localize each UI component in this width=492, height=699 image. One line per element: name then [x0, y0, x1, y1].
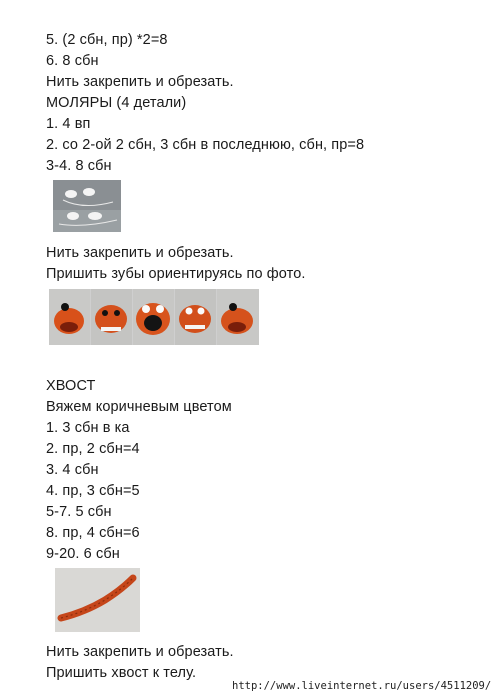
step-line: 6. 8 сбн — [46, 53, 99, 69]
source-url: http://www.liveinternet.ru/users/4511209/ — [232, 680, 492, 692]
section-title-tail: ХВОСТ — [46, 378, 96, 394]
step-line: 3. 4 сбн — [46, 462, 99, 478]
step-line: 5-7. 5 сбн — [46, 504, 112, 520]
molars-photo-drawing — [53, 180, 121, 232]
instruction-line: Пришить хвост к телу. — [46, 665, 197, 681]
instruction-line: Нить закрепить и обрезать. — [46, 644, 234, 660]
step-line: 1. 3 сбн в ка — [46, 420, 130, 436]
molars-photo — [53, 180, 121, 232]
toy-photo-strip — [49, 289, 259, 345]
section-subtitle: Вяжем коричневым цветом — [46, 399, 232, 415]
step-line: 2. пр, 2 сбн=4 — [46, 441, 140, 457]
instruction-line: Нить закрепить и обрезать. — [46, 245, 234, 261]
step-line: 4. пр, 3 сбн=5 — [46, 483, 140, 499]
step-line: 3-4. 8 сбн — [46, 158, 112, 174]
instruction-line: Пришить зубы ориентируясь по фото. — [46, 266, 306, 282]
step-line: 9-20. 6 сбн — [46, 546, 120, 562]
toy-photo-strip-drawing — [49, 289, 259, 345]
step-line: 1. 4 вп — [46, 116, 91, 132]
tail-photo-drawing — [55, 568, 140, 632]
instruction-line: Нить закрепить и обрезать. — [46, 74, 234, 90]
step-line: 8. пр, 4 сбн=6 — [46, 525, 140, 541]
tail-photo — [55, 568, 140, 632]
section-title-molars: МОЛЯРЫ (4 детали) — [46, 95, 187, 111]
step-line: 5. (2 сбн, пр) *2=8 — [46, 32, 168, 48]
step-line: 2. со 2-ой 2 сбн, 3 сбн в последнюю, сбн, пр=8 — [46, 137, 365, 153]
